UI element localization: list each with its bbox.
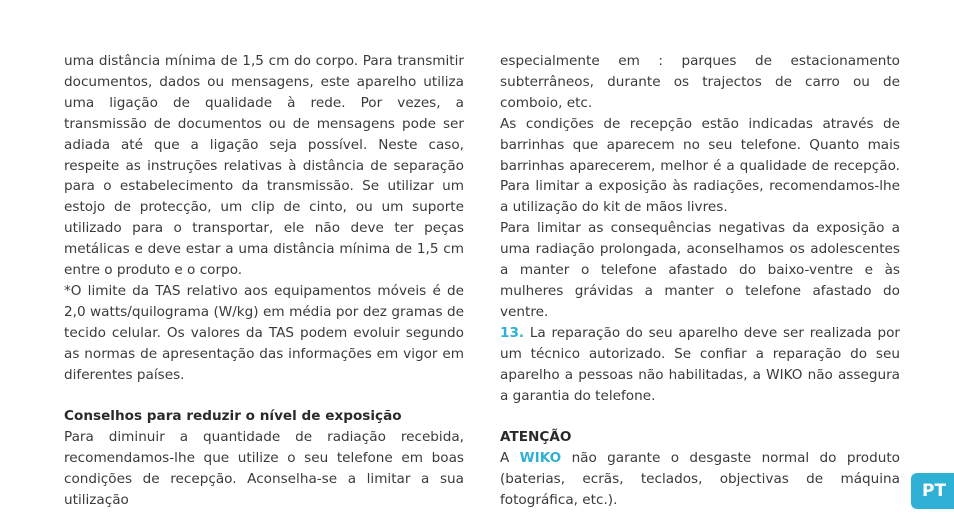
paragraph-reception: As condições de recepção estão indicadas através de barrinhas que aparecem no seu telefone. Quanto mais barrinhas aparecerem, melhor é a qualidade de recepção. Para limitar a exposição às radiações, recomendamos-lhe a utilização do kit de mãos livres.	[500, 115, 900, 216]
language-badge: PT	[911, 473, 954, 509]
paragraph-reduce-radiation: Para diminuir a quantidade de radiação recebida, recomendamos-lhe que utilize o seu telefone em boas condições de recepção. Aconselha-se a limitar a sua utilização	[64, 429, 464, 509]
paragraph-adolescents: Para limitar as consequências negativas da exposição a uma radiação prolongada, aconselhamos os adolescentes a manter o telefone afastado do baixo-ventre e às mulheres grávidas a manter o telefone afastado do ventre.	[500, 220, 900, 320]
paragraph-distance: uma distância mínima de 1,5 cm do corpo. Para transmitir documentos, dados ou mensagens, este aparelho utiliza uma ligação de qualidade à rede. Por vezes, a transmissão de documentos ou de mensagens pode ser adiada até que a ligação seja possível. Neste caso, respeite as instruções relativas à distância de separação para o estabelecimento da transmissão. Se utilizar um estojo de protecção, um clip de cinto, ou um suporte utilizado para o transportar, ele não deve ter peças metálicas e deve estar a uma distância mínima de 1,5 cm entre o produto e o corpo.	[64, 53, 464, 279]
item-13	[500, 323, 900, 407]
warning-text: não garante o desgaste normal do produto (baterias, ecrãs, teclados, objectivas de máquina fotográfica, etc.).	[500, 450, 900, 509]
warning-prefix: A	[500, 450, 510, 467]
brand-name: WIKO	[519, 450, 562, 467]
item-13-text: La reparação do seu aparelho deve ser realizada por um técnico autorizado. Se confiar a reparação do seu aparelho a pessoas não habilitadas, a WIKO não assegura a garantia do telefone.	[500, 324, 900, 404]
paragraph-gap	[64, 386, 464, 407]
paragraph-warranty	[500, 448, 900, 511]
paragraph-gap	[500, 406, 900, 427]
paragraph-locations: especialmente em : parques de estacionamento subterrâneos, durante os trajectos de carro ou de comboio, etc.	[500, 53, 900, 111]
item-13-number: 13.	[500, 324, 525, 341]
section-heading-exposure: Conselhos para reduzir o nível de exposição	[64, 408, 402, 425]
section-heading-attention: ATENÇÃO	[500, 429, 572, 446]
right-column	[500, 51, 900, 511]
left-column	[64, 51, 464, 511]
paragraph-sar-limit: *O limite da TAS relativo aos equipamentos móveis é de 2,0 watts/quilograma (W/kg) em média por dez gramas de tecido celular. Os valores da TAS podem evoluir segundo as normas de apresentação das informações em vigor em diferentes países.	[64, 282, 464, 383]
